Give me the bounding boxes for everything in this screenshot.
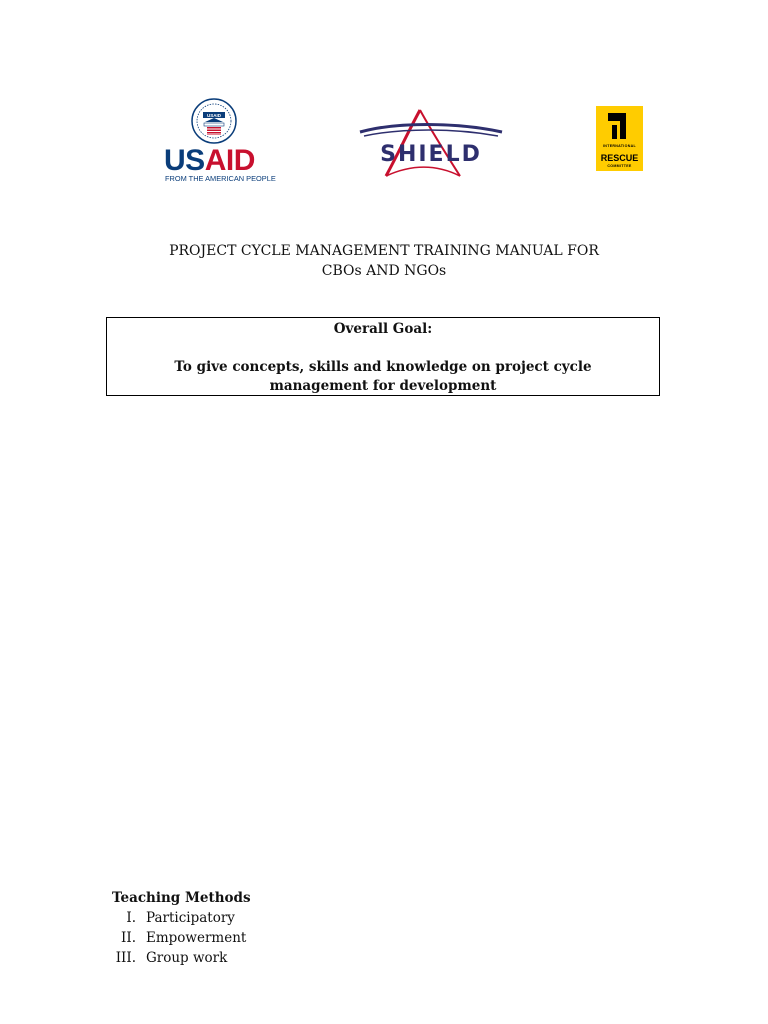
- usaid-logo: [160, 98, 276, 186]
- list-item-number: III.: [115, 950, 136, 966]
- irc-line2: RESCUE: [600, 153, 639, 163]
- document-title: [0, 241, 768, 281]
- goal-text: To give concepts, skills and knowledge on project cycle management for development: [174, 359, 592, 394]
- irc-line3: COMMITTEE: [607, 164, 632, 168]
- usaid-wordmark: [164, 146, 255, 176]
- irc-logo: [596, 106, 643, 171]
- goal-label: Overall Goal:: [333, 321, 433, 337]
- usaid-tagline: FROM THE AMERICAN PEOPLE: [165, 174, 276, 183]
- list-item-text: Empowerment: [146, 930, 247, 946]
- usaid-wordmark-us: US: [164, 144, 205, 177]
- list-item-number: I.: [126, 910, 136, 926]
- teaching-methods-heading: Teaching Methods: [112, 890, 251, 906]
- list-item-text: Group work: [146, 950, 228, 966]
- overall-goal-box: [106, 317, 660, 396]
- logo-bar: [0, 96, 768, 196]
- teaching-methods: [112, 888, 251, 968]
- title-line-1: PROJECT CYCLE MANAGEMENT TRAINING MANUAL FOR: [169, 243, 599, 259]
- list-item: [112, 908, 251, 928]
- shield-wordmark: SHIELD: [380, 142, 482, 167]
- shield-logo: [356, 102, 506, 182]
- list-item: [112, 928, 251, 948]
- title-line-2: CBOs AND NGOs: [321, 263, 447, 279]
- irc-line1: INTERNATIONAL: [603, 144, 636, 148]
- usaid-seal-text: USAID: [206, 113, 222, 118]
- usaid-wordmark-aid: AID: [204, 144, 255, 177]
- list-item-number: II.: [121, 930, 136, 946]
- list-item: [112, 948, 251, 968]
- usaid-seal-icon: [191, 98, 237, 144]
- irc-emblem-icon: [596, 106, 643, 146]
- list-item-text: Participatory: [146, 910, 235, 926]
